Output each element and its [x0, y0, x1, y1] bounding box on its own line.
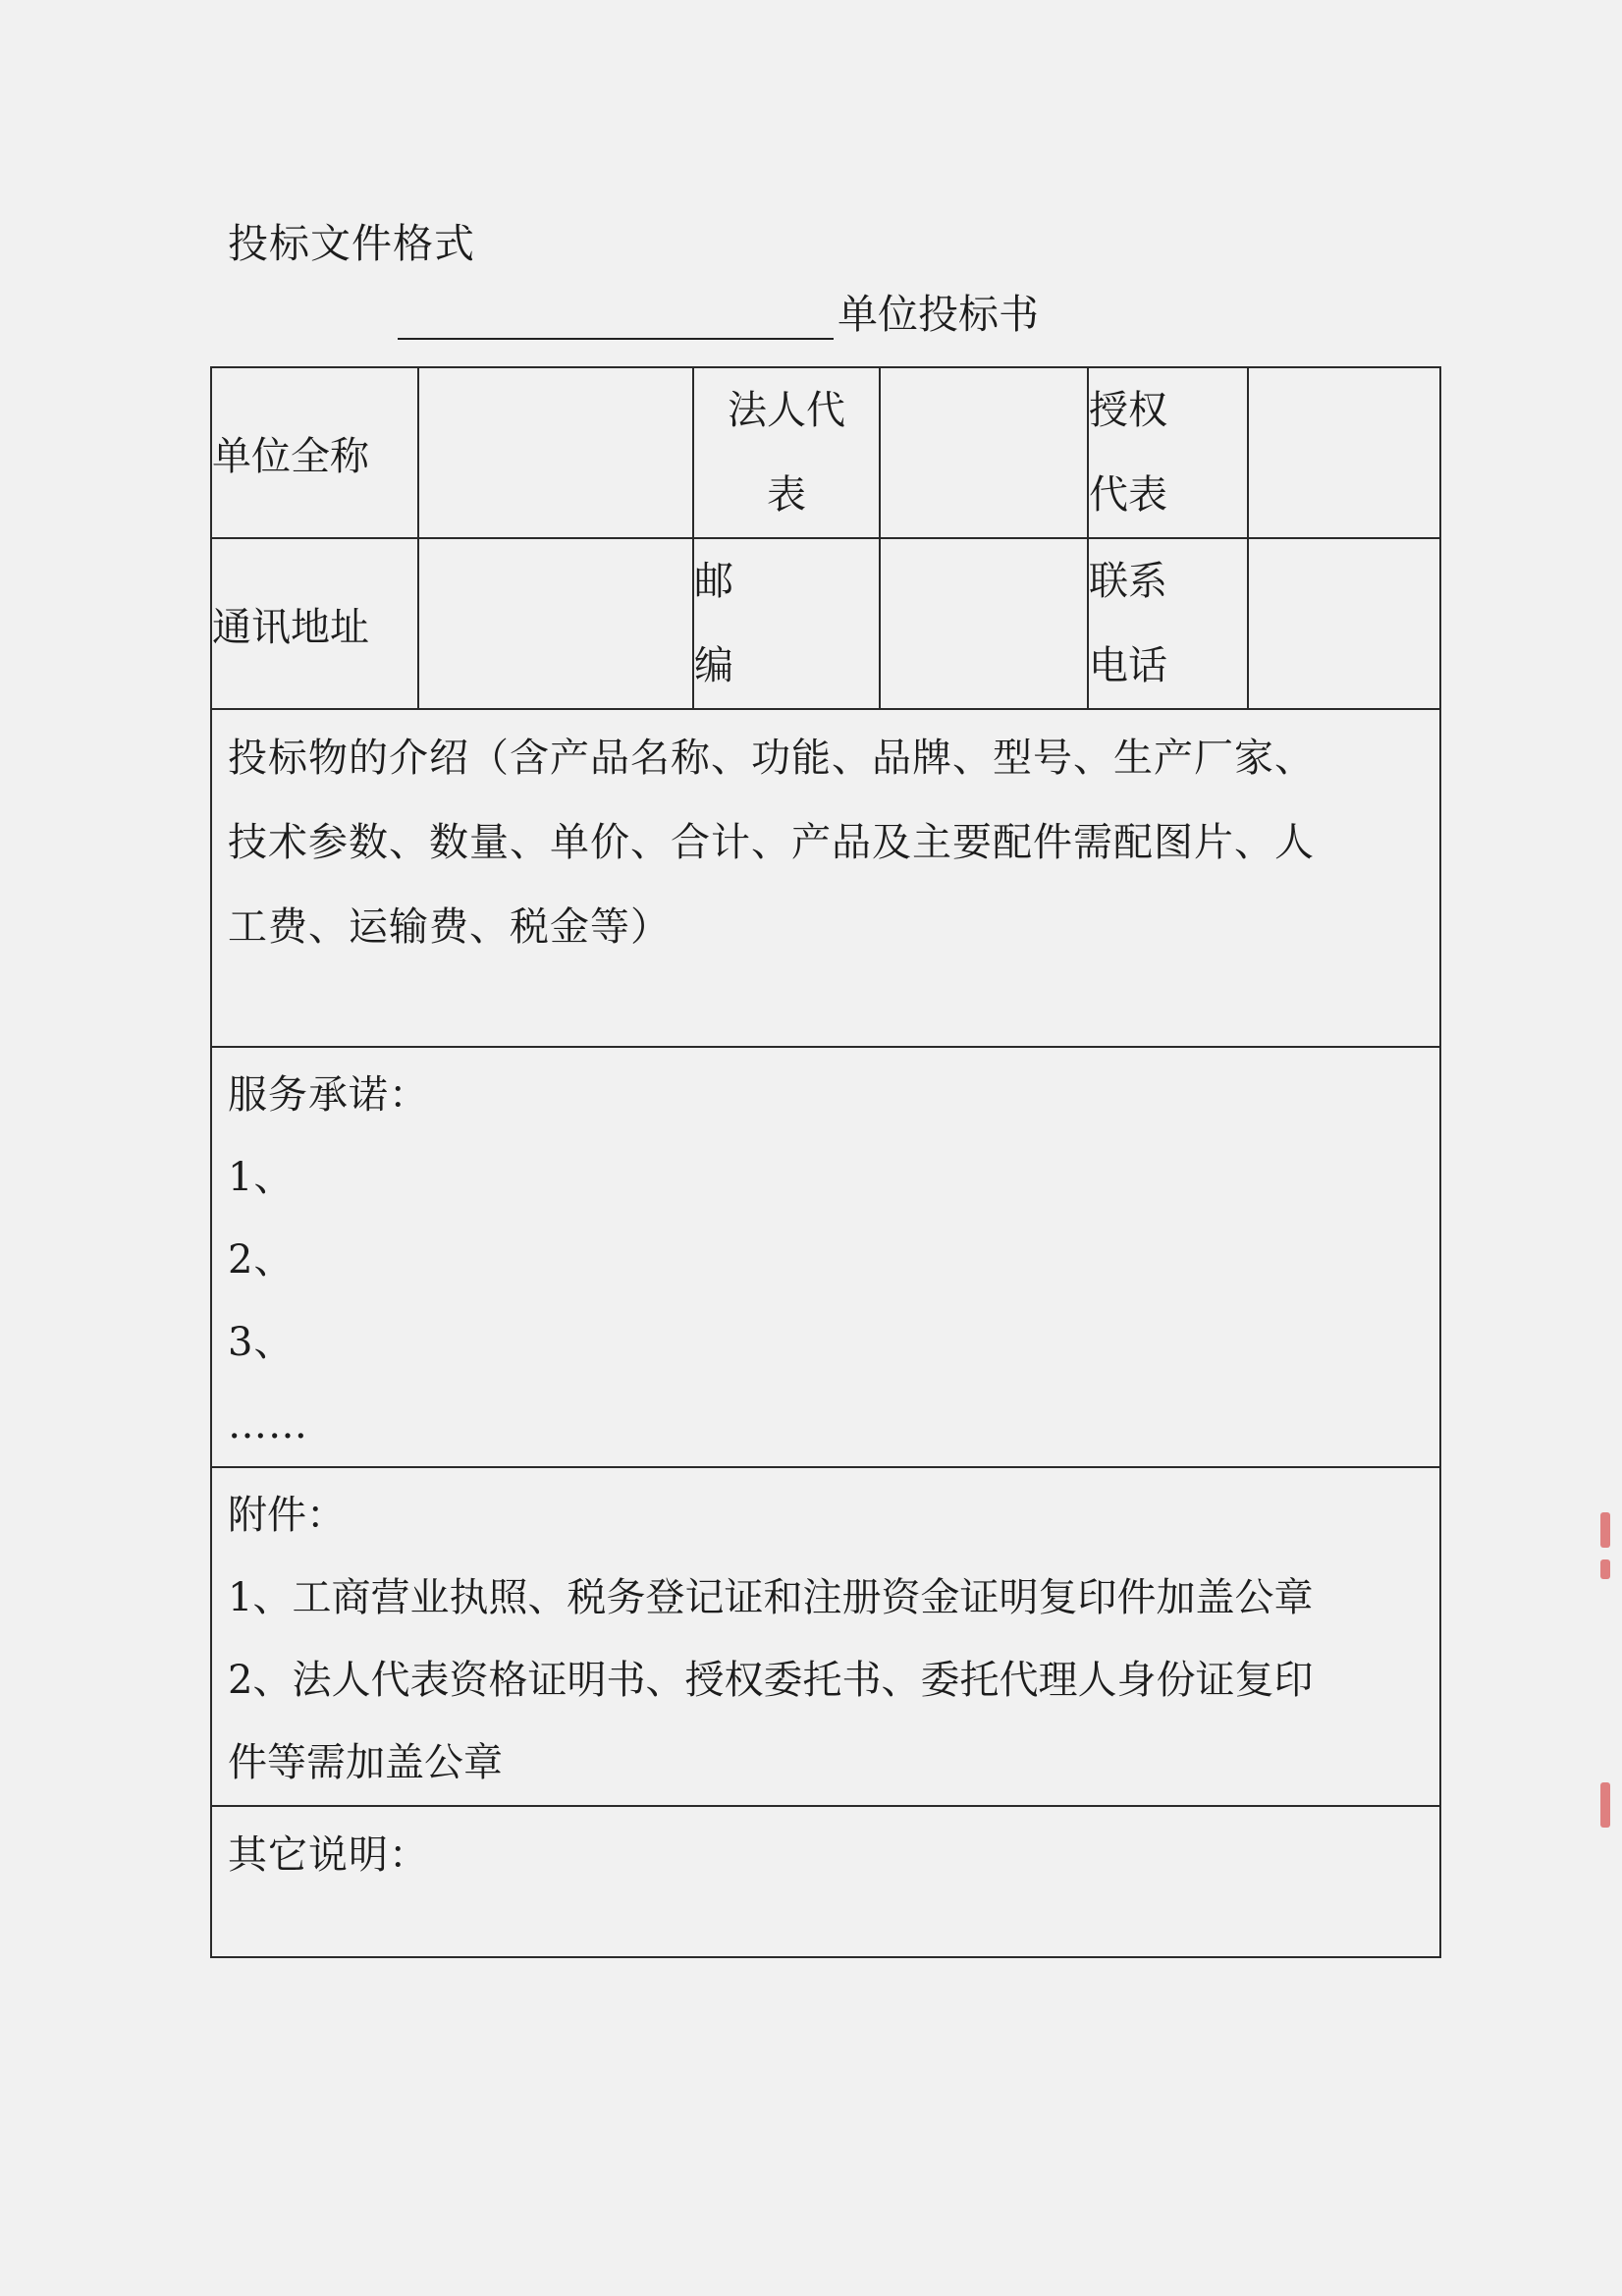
- service-item: 3、: [228, 1320, 295, 1365]
- unit-name-blank[interactable]: [398, 293, 834, 340]
- legal-rep-label: 法人代 表: [693, 367, 880, 538]
- phone-field[interactable]: [1248, 538, 1440, 709]
- unit-name-field[interactable]: [418, 367, 693, 538]
- document-heading: 投标文件格式: [228, 220, 475, 267]
- authorized-rep-label: 授权 代表: [1088, 367, 1248, 538]
- form-title-text: 单位投标书: [838, 291, 1039, 338]
- form-title: [398, 282, 1039, 340]
- service-ellipsis: ……: [228, 1402, 308, 1448]
- service-item: 2、: [228, 1237, 295, 1283]
- zip-label: 邮 编: [693, 538, 880, 709]
- phone-label: 联系 电话: [1088, 538, 1248, 709]
- bid-form-table: [210, 366, 1441, 1958]
- attachments-label: 附件：: [228, 1493, 346, 1538]
- intro-section[interactable]: [211, 709, 1440, 1047]
- stamp-edge-mark: [1600, 1512, 1610, 1548]
- authorized-rep-field[interactable]: [1248, 367, 1440, 538]
- other-notes-section[interactable]: [211, 1806, 1440, 1957]
- address-field[interactable]: [418, 538, 693, 709]
- address-label: 通讯地址: [211, 538, 418, 709]
- row-service: [211, 1047, 1440, 1467]
- row-intro: [211, 709, 1440, 1047]
- unit-name-label: 单位全称: [211, 367, 418, 538]
- row-attachments: [211, 1467, 1440, 1806]
- service-label: 服务承诺：: [228, 1072, 429, 1118]
- intro-line: 投标物的介绍（含产品名称、功能、品牌、型号、生产厂家、: [228, 736, 1315, 781]
- service-item: 1、: [228, 1155, 295, 1200]
- other-notes-label: 其它说明：: [228, 1832, 429, 1878]
- row-other: [211, 1806, 1440, 1957]
- attachment-item: 2、法人代表资格证明书、授权委托书、委托代理人身份证复印: [228, 1658, 1314, 1703]
- row-address: [211, 538, 1440, 709]
- row-unit: [211, 367, 1440, 538]
- intro-line: 技术参数、数量、单价、合计、产品及主要配件需配图片、人: [228, 820, 1315, 865]
- attachments-section[interactable]: [211, 1467, 1440, 1806]
- service-section[interactable]: [211, 1047, 1440, 1467]
- zip-field[interactable]: [880, 538, 1088, 709]
- stamp-edge-mark: [1600, 1559, 1610, 1579]
- attachment-item: 件等需加盖公章: [228, 1740, 503, 1785]
- attachment-item: 1、工商营业执照、税务登记证和注册资金证明复印件加盖公章: [228, 1575, 1314, 1620]
- stamp-edge-mark: [1600, 1782, 1610, 1828]
- legal-rep-field[interactable]: [880, 367, 1088, 538]
- intro-line: 工费、运输费、税金等）: [228, 904, 671, 950]
